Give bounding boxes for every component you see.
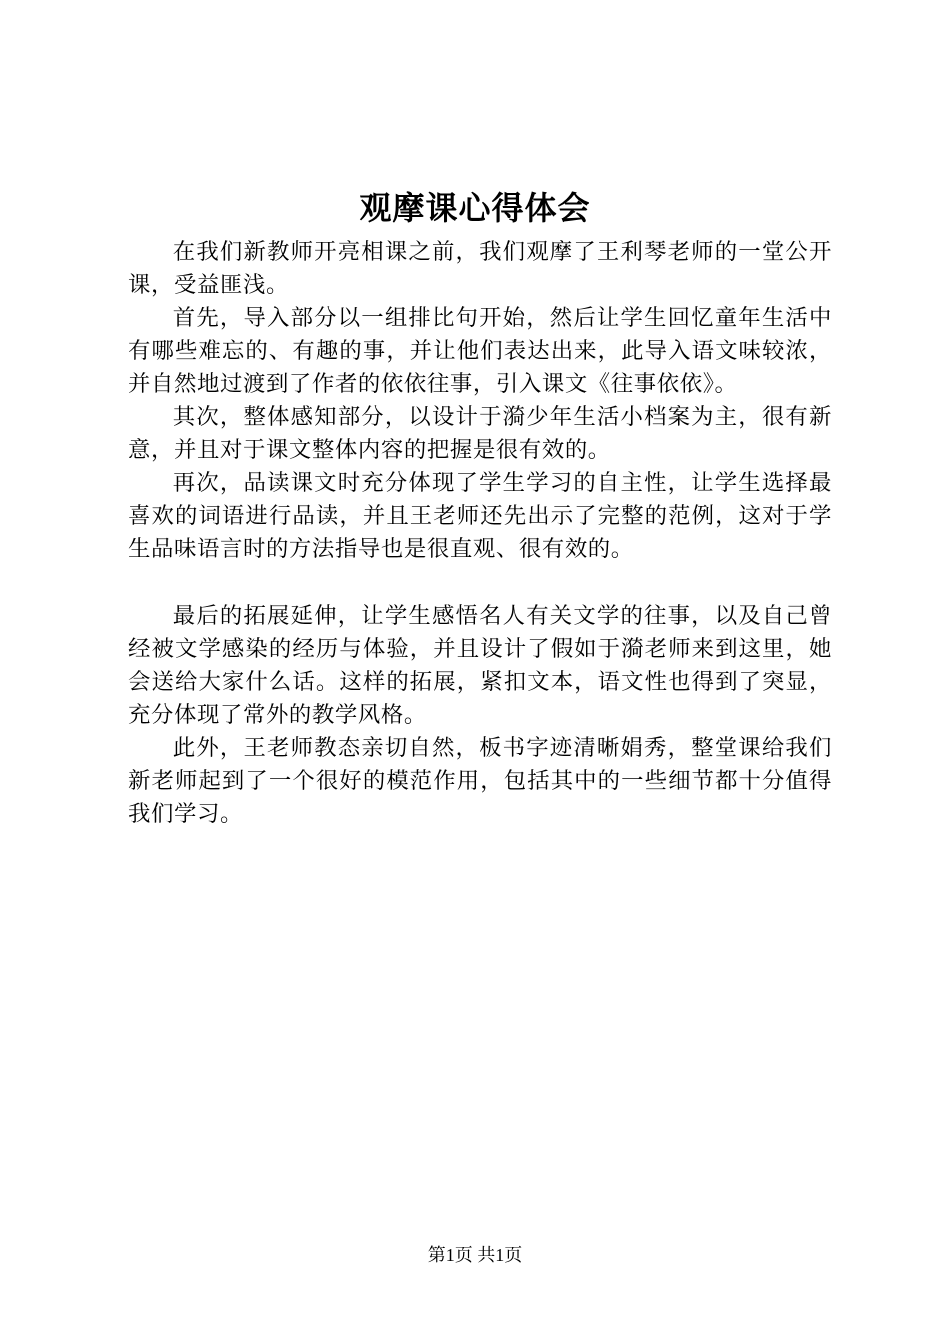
paragraph-besides: 此外，王老师教态亲切自然，板书字迹清晰娟秀，整堂课给我们新老师起到了一个很好的模范作用，包括其中的一些细节都十分值得我们学习。	[128, 735, 832, 827]
paragraph-third: 再次，品读课文时充分体现了学生学习的自主性，让学生选择最喜欢的词语进行品读，并且王老师还先出示了完整的范例，这对于学生品味语言时的方法指导也是很直观、很有效的。	[128, 470, 832, 562]
paragraph-second: 其次，整体感知部分，以设计于漪少年生活小档案为主，很有新意，并且对于课文整体内容的把握是很有效的。	[128, 404, 832, 463]
document-body	[128, 236, 832, 831]
paragraph-intro: 在我们新教师开亮相课之前，我们观摩了王利琴老师的一堂公开课，受益匪浅。	[128, 239, 832, 298]
page-title: 观摩课心得体会	[359, 189, 591, 227]
paragraph-first: 首先，导入部分以一组排比句开始，然后让学生回忆童年生活中有哪些难忘的、有趣的事，并让他们表达出来，此导入语文味较浓，并自然地过渡到了作者的依依往事，引入课文《往事依依》。	[128, 305, 832, 397]
paragraph-last: 最后的拓展延伸，让学生感悟名人有关文学的往事，以及自己曾经被文学感染的经历与体验，并且设计了假如于漪老师来到这里，她会送给大家什么话。这样的拓展，紧扣文本，语文性也得到了突显，充分体现了常外的教学风格。	[128, 603, 832, 728]
page-number-footer: 第1页 共1页	[427, 1245, 523, 1265]
